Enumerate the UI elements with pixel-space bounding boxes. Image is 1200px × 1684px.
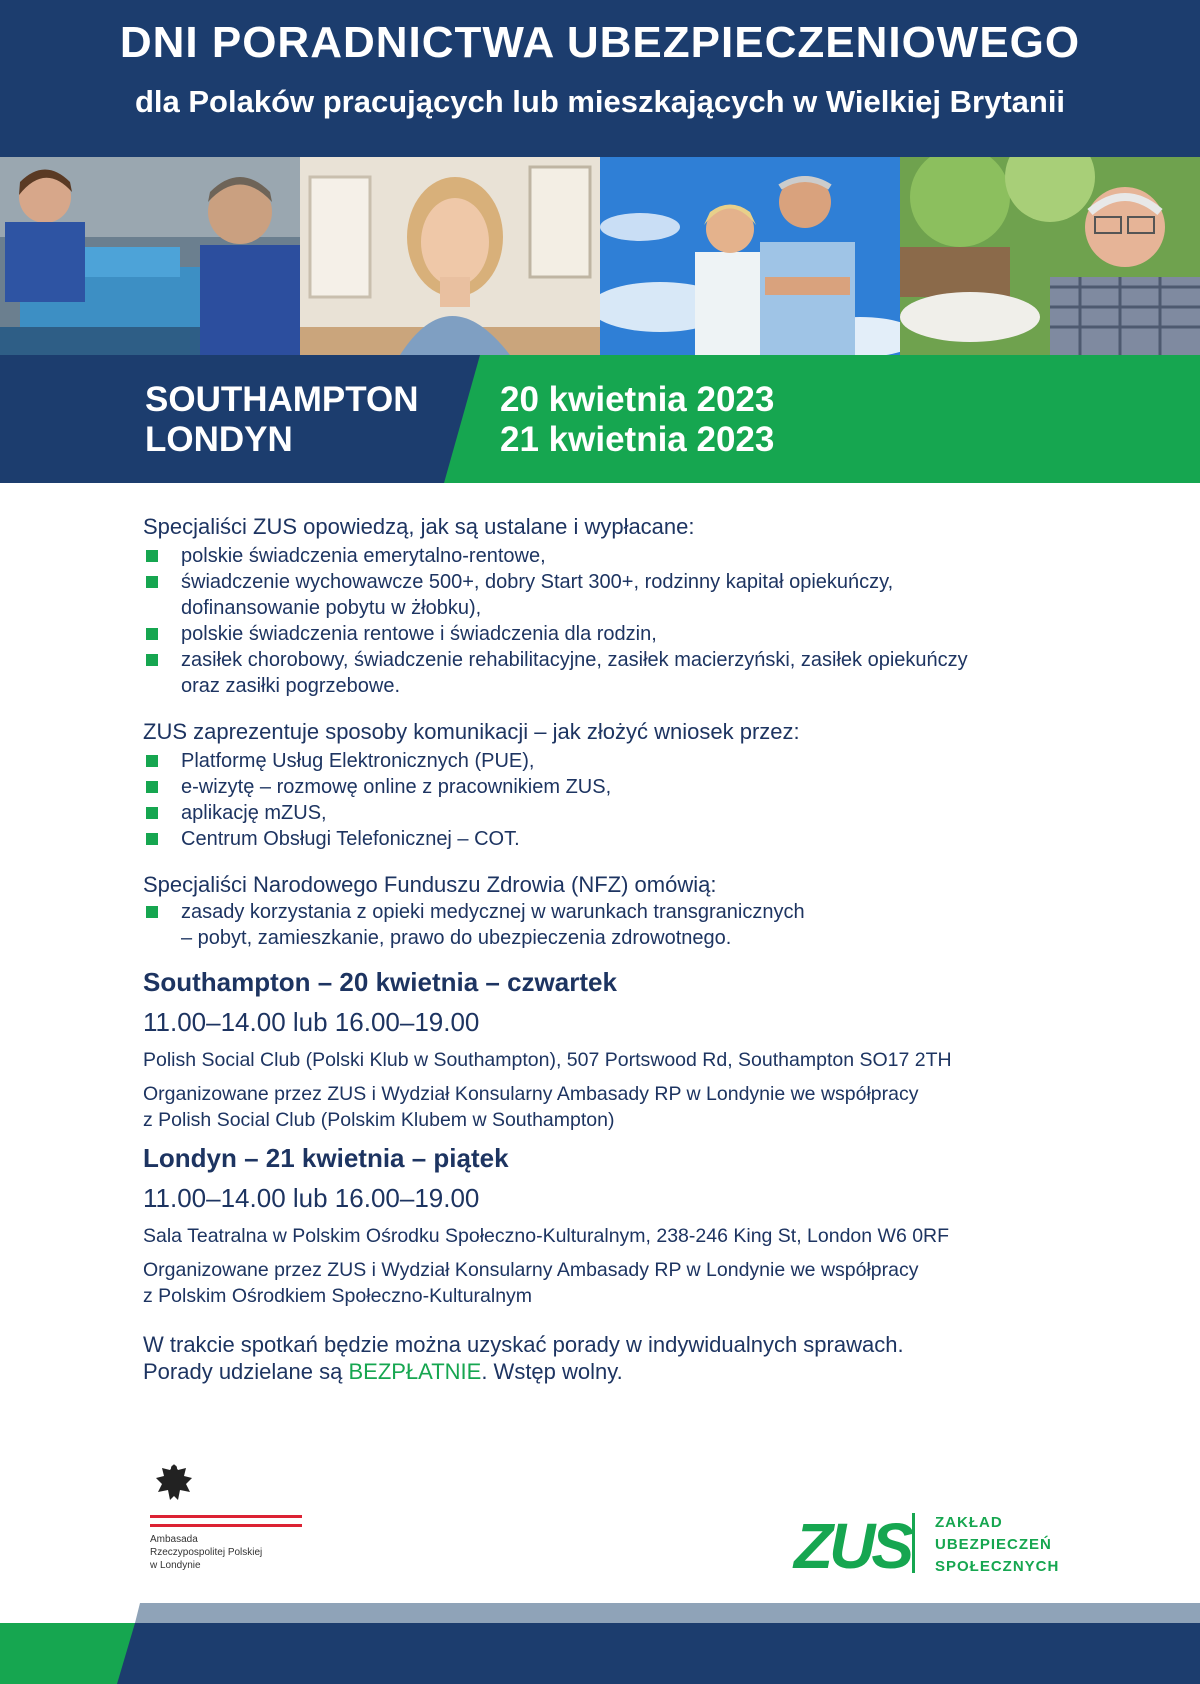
- zus-full-name: ZAKŁAD UBEZPIECZEŃ SPOŁECZNYCH: [935, 1514, 1060, 1575]
- benefits-list: [143, 543, 1083, 699]
- city-southampton: SOUTHAMPTON: [145, 380, 419, 419]
- event-place-londyn: Sala Teatralna w Polskim Ośrodku Społeczno-Kulturalnym, 238-246 King St, London W6 0RF: [143, 1225, 950, 1247]
- header-banner: [0, 0, 1200, 157]
- list-item: Centrum Obsługi Telefonicznej – COT.: [143, 826, 1083, 852]
- embassy-logo: [150, 1460, 310, 1572]
- cities-block: [145, 380, 419, 460]
- closing-note: W trakcie spotkań będzie można uzyskać porady w indywidualnych sprawach. Porady udzielane są BEZPŁATNIE. Wstęp wolny.: [143, 1332, 904, 1384]
- photo-strip: [0, 157, 1200, 355]
- section-heading-zus-benefits: Specjaliści ZUS opowiedzą, jak są ustalane i wypłacane:: [143, 514, 695, 539]
- nfz-list: [143, 899, 1083, 951]
- list-item: zasiłek chorobowy, świadczenie rehabilitacyjne, zasiłek macierzyński, zasiłek opiekuńczy oraz zasiłki pogrzebowe.: [143, 647, 1083, 699]
- event-organizer-southampton: Organizowane przez ZUS i Wydział Konsularny Ambasady RP w Londynie we współpracy z Polish Social Club (Polskim Klubem w Southampton): [143, 1083, 919, 1131]
- city-londyn: LONDYN: [145, 420, 293, 459]
- page-subtitle: dla Polaków pracujących lub mieszkających w Wielkiej Brytanii: [134, 84, 1066, 119]
- page-title: DNI PORADNICTWA UBEZPIECZENIOWEGO: [119, 18, 1081, 67]
- main-content: [143, 512, 1083, 1385]
- list-item: polskie świadczenia rentowe i świadczenia dla rodzin,: [143, 621, 1083, 647]
- dates-block: [500, 380, 774, 460]
- list-item: e-wizytę – rozmowę online z pracownikiem ZUS,: [143, 774, 1083, 800]
- list-item: świadczenie wychowawcze 500+, dobry Start 300+, rodzinny kapitał opiekuńczy, dofinansowanie pobytu w żłobku),: [143, 569, 1083, 621]
- event-organizer-londyn: Organizowane przez ZUS i Wydział Konsularny Ambasady RP w Londynie we współpracy z Polskim Ośrodkiem Społeczno-Kulturalnym: [143, 1259, 919, 1307]
- event-place-southampton: Polish Social Club (Polski Klub w Southampton), 507 Portswood Rd, Southampton SO17 2TH: [143, 1049, 952, 1071]
- event-heading-southampton: Southampton – 20 kwietnia – czwartek: [143, 967, 617, 997]
- bullet-square-icon: [146, 755, 158, 767]
- bullet-square-icon: [146, 576, 158, 588]
- section-heading-nfz: Specjaliści Narodowego Funduszu Zdrowia (NFZ) omówią:: [143, 872, 717, 897]
- list-item: aplikację mZUS,: [143, 800, 1083, 826]
- embassy-name: Ambasada Rzeczypospolitej Polskiej w Londynie: [150, 1534, 263, 1571]
- photo-smiling-woman: [300, 157, 600, 355]
- communication-list: [143, 748, 1083, 852]
- zus-logo-mark: ZUS: [794, 1510, 910, 1580]
- bullet-square-icon: [146, 807, 158, 819]
- bullet-square-icon: [146, 833, 158, 845]
- photo-workers-at-machine: [0, 157, 300, 355]
- embassy-red-line: [150, 1515, 302, 1518]
- bullet-square-icon: [146, 781, 158, 793]
- eagle-emblem-icon: [152, 1460, 196, 1504]
- photo-senior-couple: [600, 157, 900, 355]
- bullet-square-icon: [146, 628, 158, 640]
- date-londyn: 21 kwietnia 2023: [500, 420, 775, 459]
- embassy-red-line: [150, 1524, 302, 1527]
- footer-band: [0, 1603, 1200, 1684]
- event-heading-londyn: Londyn – 21 kwietnia – piątek: [143, 1143, 509, 1173]
- event-time-londyn: 11.00–14.00 lub 16.00–19.00: [143, 1183, 480, 1213]
- bullet-square-icon: [146, 906, 158, 918]
- list-item: polskie świadczenia emerytalno-rentowe,: [143, 543, 1083, 569]
- bullet-square-icon: [146, 654, 158, 666]
- photo-elderly-man: [900, 157, 1200, 355]
- free-highlight: BEZPŁATNIE: [348, 1359, 482, 1384]
- list-item: Platformę Usług Elektronicznych (PUE),: [143, 748, 1083, 774]
- section-heading-communication: ZUS zaprezentuje sposoby komunikacji – jak złożyć wniosek przez:: [143, 719, 800, 744]
- list-item: zasady korzystania z opieki medycznej w warunkach transgranicznych – pobyt, zamieszkanie, prawo do ubezpieczenia zdrowotnego.: [143, 899, 1083, 951]
- bullet-square-icon: [146, 550, 158, 562]
- date-southampton: 20 kwietnia 2023: [500, 380, 775, 419]
- event-time-southampton: 11.00–14.00 lub 16.00–19.00: [143, 1007, 480, 1037]
